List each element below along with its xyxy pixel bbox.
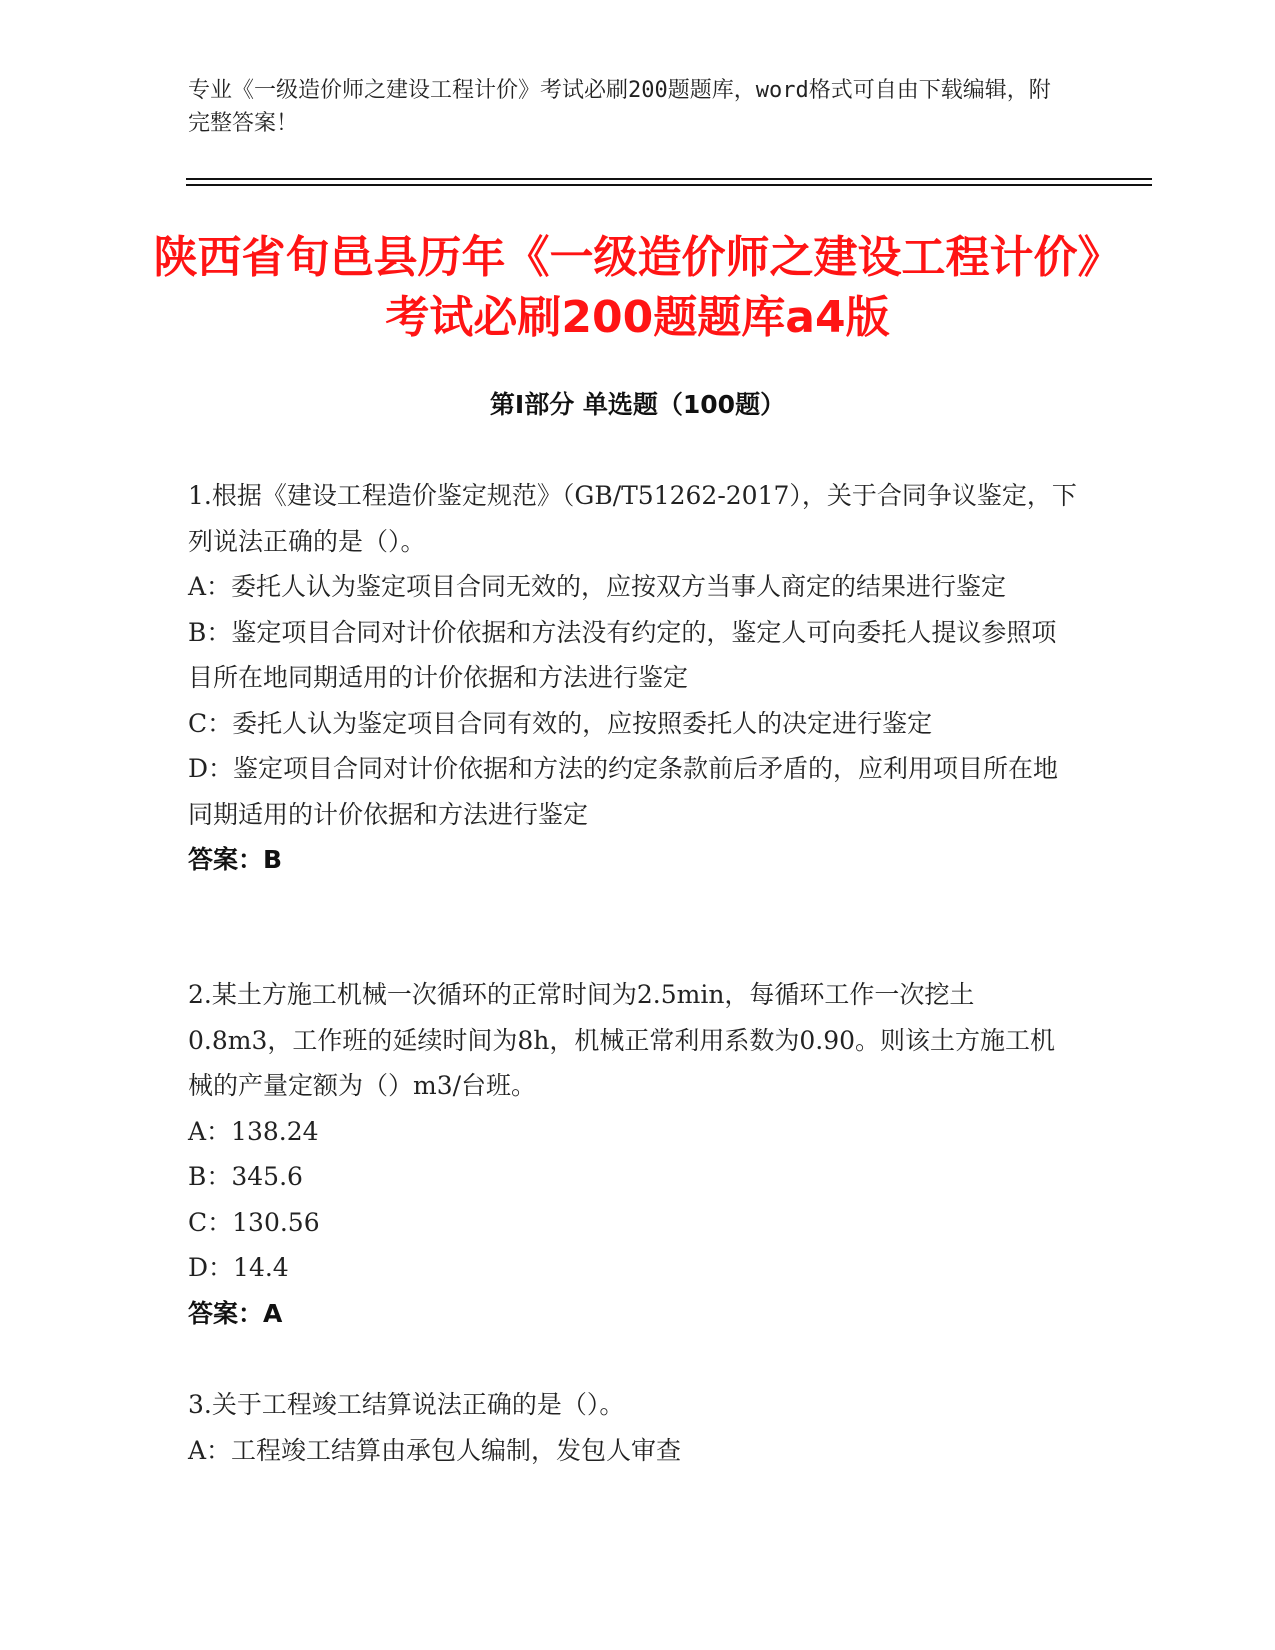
option-a: A：委托人认为鉴定项目合同无效的，应按双方当事人商定的结果进行鉴定 [188,572,1007,601]
option-b: B：鉴定项目合同对计价依据和方法没有约定的，鉴定人可向委托人提议参照项目所在地同期适用的计价依据和方法进行鉴定 [188,617,1057,692]
document-title: 陕西省旬邑县历年《一级造价师之建设工程计价》考试必刷200题题库a4版 [153,232,1122,343]
question-stem: 2.某土方施工机械一次循环的正常时间为2.5min，每循环工作一次挖土0.8m3，工作班的延续时间为8h，机械正常利用系数为0.90。则该土方施工机械的产量定额为（）m3/台班。 [188,980,1056,1100]
answer: 答案：A [188,1298,283,1328]
question-3 [188,1382,1078,1473]
question-1 [188,473,1078,883]
option-a: A：工程竣工结算由承包人编制，发包人审查 [188,1435,682,1465]
option-a: A：138.24 [188,1116,319,1146]
option-b: B：345.6 [188,1162,303,1191]
header-divider-top [186,178,1152,180]
question-stem: 3.关于工程竣工结算说法正确的是（）。 [188,1390,625,1419]
header-note: 专业《一级造价师之建设工程计价》考试必刷200题题库，word格式可自由下载编辑，附完整答案！ [188,78,1051,136]
question-stem: 1.根据《建设工程造价鉴定规范》（GB/T51262-2017），关于合同争议鉴定，下列说法正确的是（）。 [188,481,1077,556]
option-d: D：鉴定项目合同对计价依据和方法的约定条款前后矛盾的，应利用项目所在地同期适用的计价依据和方法进行鉴定 [188,754,1059,829]
section-heading: 第Ⅰ部分 单选题（100题） [489,390,786,419]
option-d: D：14.4 [188,1253,289,1282]
option-c: C：委托人认为鉴定项目合同有效的，应按照委托人的决定进行鉴定 [188,708,933,738]
header-divider-bottom [186,184,1152,186]
answer: 答案：B [188,845,283,874]
option-c: C：130.56 [188,1207,320,1237]
question-2 [188,972,1078,1336]
